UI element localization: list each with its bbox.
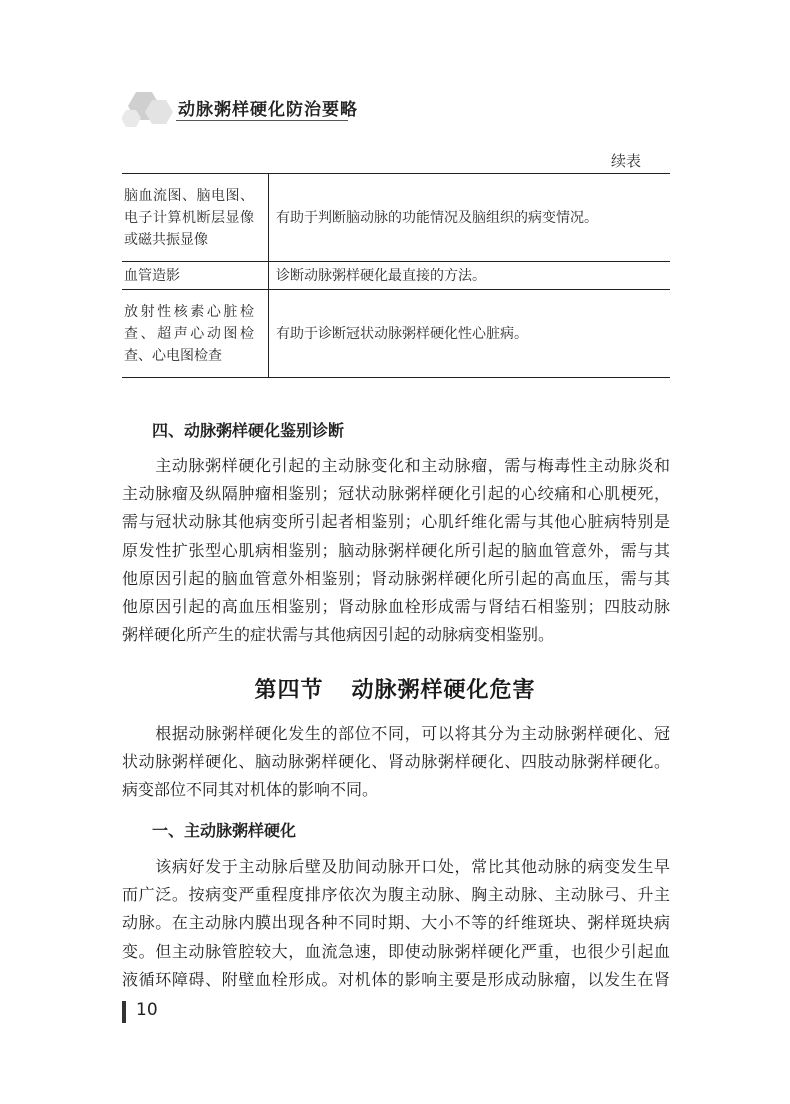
subsection-heading: 一、主动脉粥样硬化 (152, 821, 297, 840)
exam-cell (122, 262, 269, 290)
page-number: 10 (136, 1000, 158, 1020)
text-line: 他原因引起的脑血管意外相鉴别；肾动脉粥样硬化所引起的高血压，需与其 (122, 568, 670, 588)
chapter-title (0, 673, 790, 704)
text-line: 而广泛。按病变严重程度排序依次为腹主动脉、胸主动脉、主动脉弓、升主 (122, 885, 670, 905)
intro-paragraph (122, 720, 670, 805)
text-line: 状动脉粥样硬化、脑动脉粥样硬化、肾动脉粥样硬化、四肢动脉粥样硬化。 (122, 752, 670, 772)
page-number-bar (122, 1001, 126, 1023)
examination-table (122, 173, 670, 378)
text-line: 粥样硬化所产生的症状需与其他病因引起的动脉病变相鉴别。 (122, 625, 555, 645)
hexagon-logo-icon (122, 90, 182, 130)
text-line: 根据动脉粥样硬化发生的部位不同，可以将其分为主动脉粥样硬化、冠 (122, 724, 670, 743)
text-line: 原发性扩张型心肌病相鉴别；脑动脉粥样硬化所引起的脑血管意外，需与其 (122, 540, 670, 560)
purpose-cell: 诊断动脉粥样硬化最直接的方法。 (276, 267, 486, 284)
continued-table-label: 续表 (611, 152, 642, 170)
text-line: 液循环障碍、附壁血栓形成。对机体的影响主要是形成动脉瘤，以发生在肾 (122, 969, 670, 989)
exam-cell (122, 174, 269, 262)
running-header-title: 动脉粥样硬化防治要略 (178, 100, 358, 120)
text-line: 动脉。在主动脉内膜出现各种不同时期、大小不等的纤维斑块、粥样斑块病 (122, 913, 670, 933)
exam-line: 查、超声心动图检 (124, 325, 254, 342)
table-row (122, 290, 670, 378)
text-line: 需与冠状动脉其他病变所引起者相鉴别；心肌纤维化需与其他心脏病特别是 (122, 512, 670, 532)
section-heading: 四、动脉粥样硬化鉴别诊断 (152, 421, 345, 440)
text-line: 变。但主动脉管腔较大，血流急速，即使动脉粥样硬化严重，也很少引起血 (122, 941, 670, 961)
text-line: 该病好发于主动脉后壁及肋间动脉开口处，常比其他动脉的病变发生早 (122, 857, 670, 876)
header-rule (176, 120, 348, 121)
text-line: 病变部位不同其对机体的影响不同。 (122, 780, 379, 800)
exam-cell (122, 290, 269, 378)
chapter-number: 第四节 (254, 677, 324, 703)
text-line: 他原因引起的高血压相鉴别；肾动脉血栓形成需与肾结石相鉴别；四肢动脉 (122, 597, 670, 617)
text-line: 主动脉瘤及纵隔肿瘤相鉴别；冠状动脉粥样硬化引起的心绞痛和心肌梗死， (122, 484, 670, 504)
exam-line: 或磁共振显像 (124, 231, 208, 248)
exam-line: 放射性核素心脏检 (124, 303, 254, 320)
subsection-paragraph (122, 853, 670, 994)
section-paragraph (122, 452, 670, 649)
table-row (122, 174, 670, 262)
exam-line: 血管造影 (124, 267, 180, 284)
purpose-cell: 有助于诊断冠状动脉粥样硬化性心脏病。 (276, 325, 528, 342)
exam-line: 脑血流图、脑电图、 (124, 187, 254, 204)
exam-line: 查、心电图检查 (124, 347, 222, 364)
table-row (122, 262, 670, 290)
chapter-name: 动脉粥样硬化危害 (351, 677, 536, 703)
text-line: 主动脉粥样硬化引起的主动脉变化和主动脉瘤，需与梅毒性主动脉炎和 (122, 456, 670, 475)
exam-line: 电子计算机断层显像 (124, 209, 254, 226)
purpose-cell: 有助于判断脑动脉的功能情况及脑组织的病变情况。 (276, 209, 598, 226)
